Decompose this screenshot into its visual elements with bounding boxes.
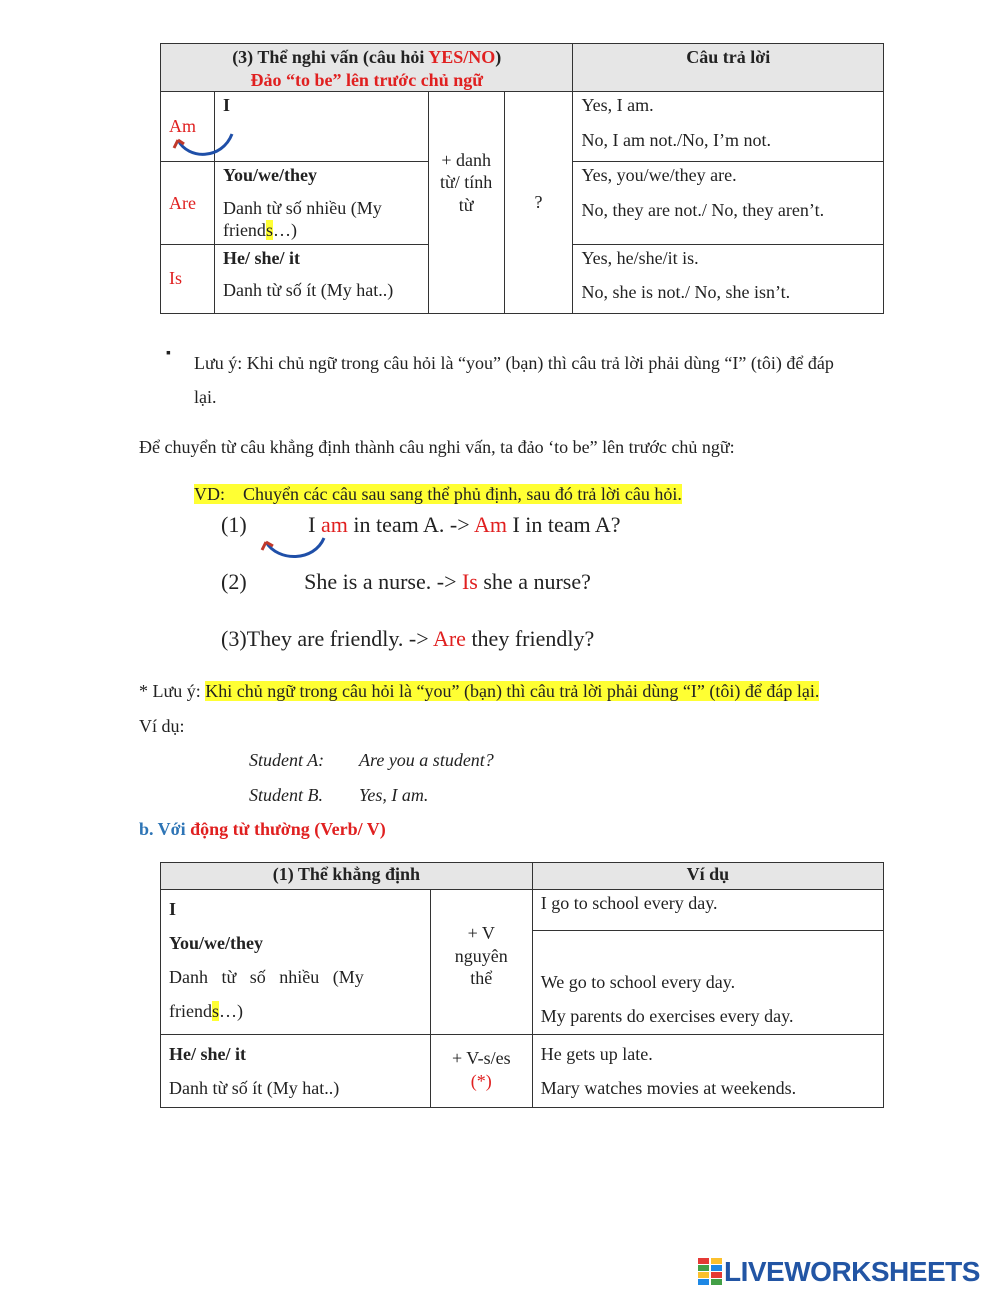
dialogue-line-1: Student A: Are you a student?	[249, 750, 494, 770]
affirmative-verb-table	[160, 862, 884, 1108]
table2-header-left: (1) Thể khẳng định	[161, 863, 533, 890]
note2-example-label: Ví dụ:	[139, 716, 185, 736]
subject-he-she-it: He/ she/ it Danh từ số ít (My hat..)	[214, 244, 428, 313]
complement-cell: + danh từ/ tính từ	[428, 92, 504, 314]
table2-example-plural: We go to school every day. My parents do exercises every day.	[532, 931, 883, 1035]
verb-am: Am	[161, 92, 215, 162]
verb-is: Is	[161, 244, 215, 313]
example-inversion-arrow-icon	[258, 534, 330, 562]
note2: * Lưu ý: Khi chủ ngữ trong câu hỏi là “you” (bạn) thì câu trả lời phải dùng “I” (tôi) để đáp lại.	[139, 681, 820, 701]
answer-am: Yes, I am. No, I am not./No, I’m not.	[573, 92, 884, 162]
table2-example-i: I go to school every day.	[532, 890, 883, 931]
table2-subjects-plural: I You/we/they Danh từ số nhiều (My friends…)	[161, 890, 431, 1035]
verb-are: Are	[161, 162, 215, 245]
subject-i: I	[214, 92, 428, 162]
note1-bullet: ▪	[166, 346, 171, 361]
answer-is: Yes, he/she/it is. No, she is not./ No, she isn’t.	[573, 244, 884, 313]
table2-header-right: Ví dụ	[532, 863, 883, 890]
liveworksheets-text: LIVEWORKSHEETS	[724, 1256, 980, 1287]
example-instruction: VD: Chuyển các câu sau sang thể phủ định, sau đó trả lời câu hỏi.	[194, 484, 682, 504]
dialogue-line-2: Student B. Yes, I am.	[249, 785, 429, 805]
section-b-heading: b. Với động từ thường (Verb/ V)	[139, 819, 386, 839]
table1-header-right: Câu trả lời	[573, 44, 884, 92]
example-1: (1) I am in team A. -> Am I in team A?	[221, 512, 621, 537]
question-mark-cell: ?	[504, 92, 573, 314]
example-3: (3)They are friendly. -> Are they friendly?	[221, 626, 595, 651]
answer-are: Yes, you/we/they are. No, they are not./ No, they aren’t.	[573, 162, 884, 245]
intro-text: Để chuyển từ câu khẳng định thành câu nghi vấn, ta đảo ‘to be” lên trước chủ ngữ:	[139, 437, 735, 457]
table2-subjects-singular: He/ she/ it Danh từ số ít (My hat..)	[161, 1035, 431, 1108]
table2-verb-base: + V nguyên thể	[430, 890, 532, 1035]
note1-text: Lưu ý: Khi chủ ngữ trong câu hỏi là “you” (bạn) thì câu trả lời phải dùng “I” (tôi) để đáp lại.	[194, 353, 834, 407]
inversion-arrow-icon	[170, 130, 240, 160]
subject-you-we-they: You/we/they Danh từ số nhiều (My friends…)	[214, 162, 428, 245]
table1-header-left: (3) Thể nghi vấn (câu hỏi YES/NO) Đảo “to be” lên trước chủ ngữ	[161, 44, 573, 92]
interrogative-table	[160, 43, 884, 314]
liveworksheets-icon	[698, 1258, 722, 1286]
table2-verb-s-es: + V-s/es (*)	[430, 1035, 532, 1108]
example-2: (2) She is a nurse. -> Is she a nurse?	[221, 569, 591, 594]
table1-header-subtitle: Đảo “to be” lên trước chủ ngữ	[250, 69, 484, 90]
table2-example-singular: He gets up late. Mary watches movies at weekends.	[532, 1035, 883, 1108]
liveworksheets-logo[interactable]	[698, 1256, 980, 1288]
